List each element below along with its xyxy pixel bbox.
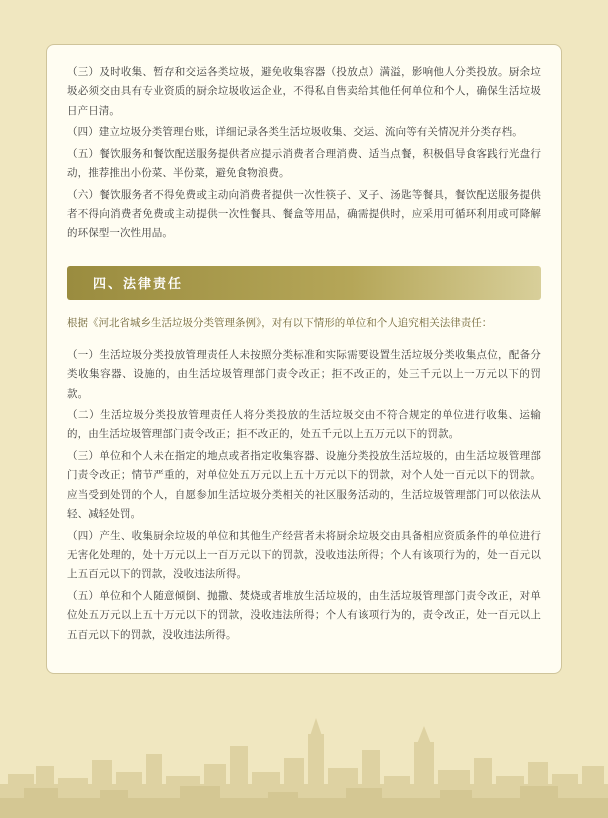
paragraph: （五）单位和个人随意倾倒、抛撒、焚烧或者堆放生活垃圾的，由生活垃圾管理部门责令改正，对单位处五万元以上五十万元以下的罚款，没收违法所得；个人有该项行为的，责令改正，处一百元以上五百元以下的罚款，没收违法所得。	[67, 589, 541, 641]
section-title: 四、法律责任	[93, 277, 184, 293]
paragraph: （一）生活垃圾分类投放管理责任人未按照分类标准和实际需要设置生活垃圾分类收集点位，配备分类收集容器、设施的，由生活垃圾管理部门责令改正；拒不改正的，处三千元以上一万元以下的罚款。	[67, 348, 541, 400]
top-paragraph-group	[67, 63, 541, 244]
paragraph: （四）建立垃圾分类管理台账，详细记录各类生活垃圾收集、交运、流向等有关情况并分类存档。	[67, 126, 523, 139]
paragraph: （三）及时收集、暂存和交运各类垃圾，避免收集容器（投放点）满溢，影响他人分类投放。厨余垃圾必须交由具有专业资质的厨余垃圾收运企业，不得私自售卖给其他任何单位和个人，确保生活垃圾日产日清。	[67, 66, 541, 117]
paragraph: （六）餐饮服务者不得免费或主动向消费者提供一次性筷子、叉子、汤匙等餐具，餐饮配送服务提供者不得向消费者免费或主动提供一次性餐具、餐盒等用品，确需提供时，应采用可循环利用或可降解的环保型一次性用品。	[67, 188, 541, 240]
section-paragraph-group	[67, 346, 541, 645]
content-card	[46, 44, 562, 674]
city-skyline-decoration	[0, 688, 608, 818]
section-header-banner	[67, 266, 541, 300]
paragraph: （二）生活垃圾分类投放管理责任人将分类投放的生活垃圾交由不符合规定的单位进行收集、运输的，由生活垃圾管理部门责令改正；拒不改正的，处五千元以上五万元以下的罚款。	[67, 409, 541, 441]
section-lead-text: 根据《河北省城乡生活垃圾分类管理条例》，对有以下情形的单位和个人追究相关法律责任：	[67, 316, 493, 329]
paragraph: （三）单位和个人未在指定的地点或者指定收集容器、设施分类投放生活垃圾的，由生活垃圾管理部门责令改正；情节严重的，对单位处五万元以上五十万元以下的罚款，对个人处一百元以下的罚款。应当受到处罚的个人，自愿参加生活垃圾分类相关的社区服务活动的，生活垃圾管理部门可以依法从轻、减轻处罚。	[67, 449, 541, 521]
paragraph: （五）餐饮服务和餐饮配送服务提供者应提示消费者合理消费、适当点餐，积极倡导食客践行光盘行动，推荐推出小份菜、半份菜，避免食物浪费。	[67, 147, 541, 180]
paragraph: （四）产生、收集厨余垃圾的单位和其他生产经营者未将厨余垃圾交由具备相应资质条件的单位进行无害化处理的，处十万元以上一百万元以下的罚款，没收违法所得；个人有该项行为的，处一百元以上五百元以下的罚款，没收违法所得。	[67, 529, 541, 581]
